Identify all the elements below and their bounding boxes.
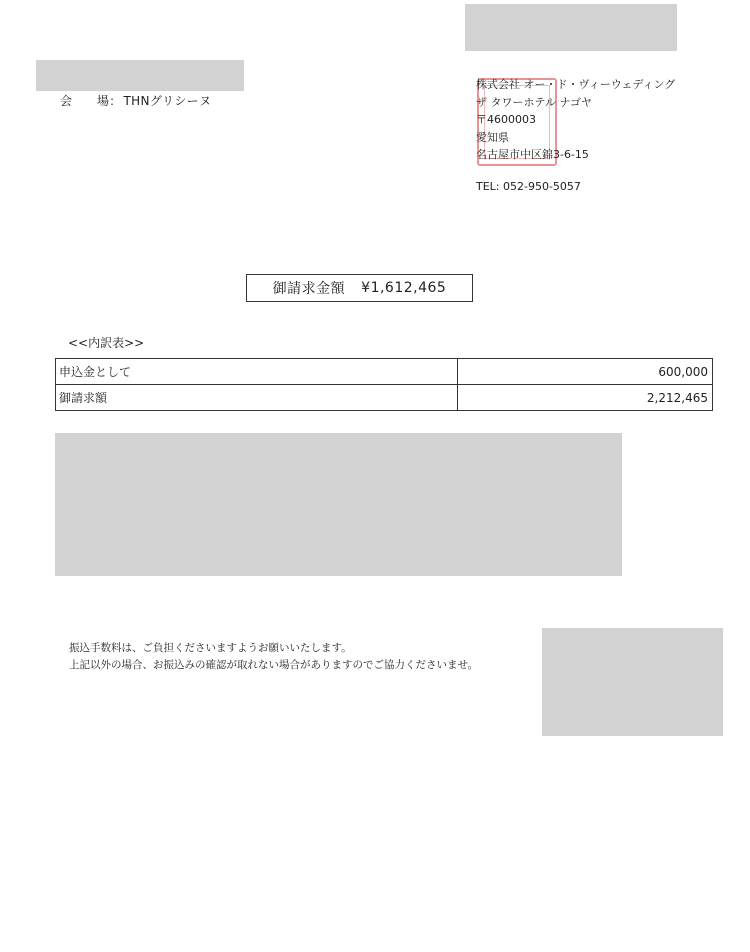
issuer-address: 名古屋市中区錦3-6-15 <box>476 148 589 161</box>
note-line-2: 上記以外の場合、お振込みの確認が取れない場合がありますのでご協力くださいませ。 <box>69 659 479 671</box>
venue-line <box>60 92 211 109</box>
issuer-hotel: ザ タワーホテル ナゴヤ <box>476 95 593 109</box>
row-label: 御請求額 <box>56 385 458 411</box>
invoice-amount-value: ¥1,612,465 <box>361 280 447 296</box>
issuer-tel: TEL: 052-950-5057 <box>476 179 581 193</box>
issuer-company: 株式会社 オー・ド・ヴィーウェディング <box>476 78 676 91</box>
invoice-amount-label: 御請求金額 <box>272 281 346 297</box>
notes-block <box>69 640 478 674</box>
table-row <box>56 385 713 411</box>
redacted-block-top-right <box>465 4 677 51</box>
breakdown-title: <<内訳表>> <box>68 336 145 350</box>
note-line-1: 振込手数料は、ご負担くださいますようお願いいたします。 <box>69 642 352 654</box>
venue-name: THNグリシーヌ <box>123 94 212 108</box>
table-row <box>56 359 713 385</box>
venue-label: 会 場： <box>60 94 122 108</box>
breakdown-table <box>55 358 713 411</box>
row-value: 2,212,465 <box>458 385 713 411</box>
redacted-block-bottom-right <box>542 628 723 736</box>
row-label: 申込金として <box>56 359 458 385</box>
redacted-block-recipient <box>36 60 244 91</box>
issuer-prefecture: 愛知県 <box>476 130 509 144</box>
row-value: 600,000 <box>458 359 713 385</box>
issuer-postal: 〒4600003 <box>476 113 536 126</box>
issuer-block <box>476 76 675 195</box>
redacted-block-middle <box>55 433 622 576</box>
invoice-amount-box <box>246 274 473 302</box>
